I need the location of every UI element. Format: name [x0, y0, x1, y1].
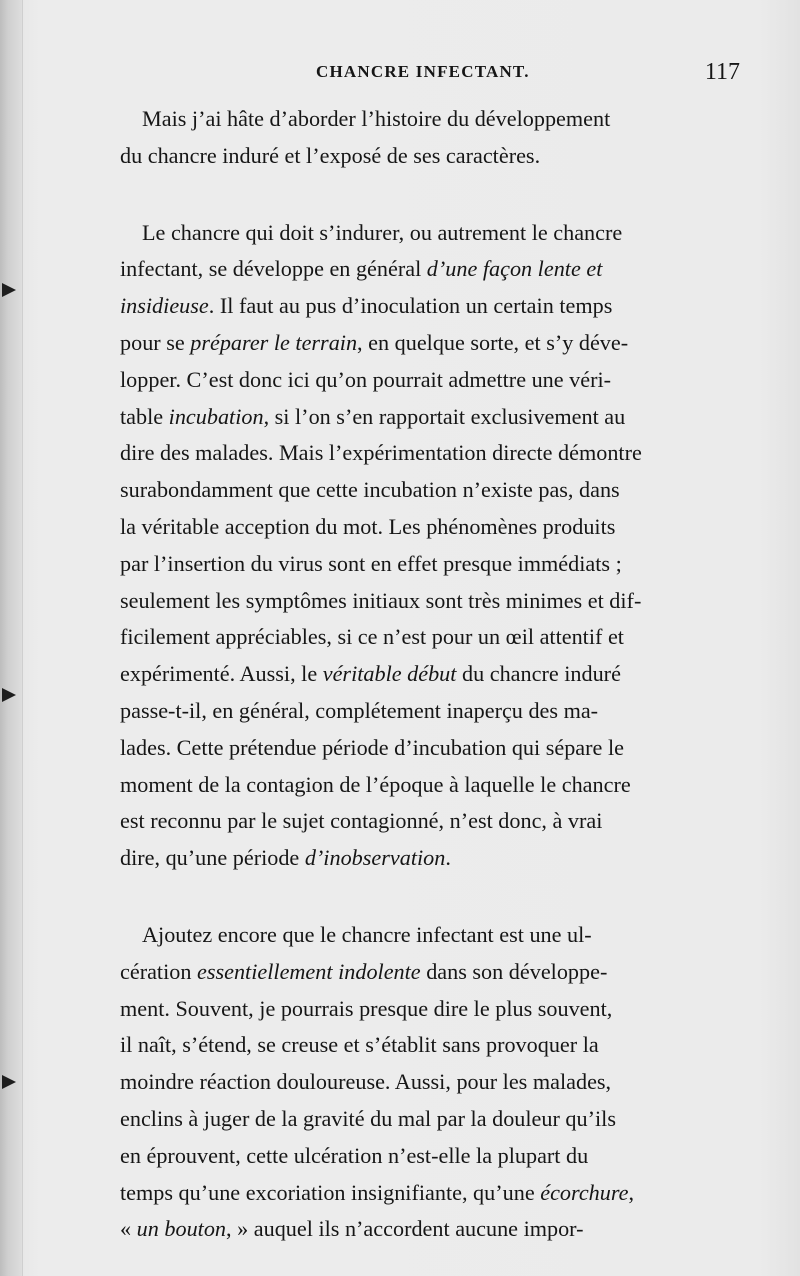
- text-run: par l’insertion du virus sont en effet presque immédiats ;: [120, 550, 622, 576]
- body-text: [120, 101, 766, 1248]
- text-run: Ajoutez encore que le chancre infectant est une ul-: [142, 921, 592, 947]
- text-run: passe-t-il, en général, complétement inaperçu des ma-: [120, 697, 599, 723]
- text-run: cération: [120, 958, 197, 984]
- text-run: la véritable acception du mot. Les phénomènes produits: [120, 513, 616, 539]
- text-run: Le chancre qui doit s’indurer, ou autrement le chancre: [142, 219, 623, 245]
- text-run: , si l’on s’en rapportait exclusivement au: [263, 403, 626, 429]
- text-run: dire des malades. Mais l’expérimentation directe démontre: [120, 440, 642, 466]
- italic-text: insidieuse: [120, 293, 209, 319]
- italic-text: écorchure: [540, 1179, 629, 1205]
- italic-text: un bouton: [136, 1216, 227, 1242]
- page-header: [120, 59, 760, 94]
- text-run: . Il faut au pus d’inoculation un certain temps: [208, 293, 613, 319]
- text-run: ficilement appréciables, si ce n’est pour un œil attentif et: [120, 624, 624, 650]
- text-run: en éprouvent, cette ulcération n’est-elle la plupart du: [120, 1142, 589, 1168]
- italic-text: d’une façon lente et: [426, 256, 603, 282]
- text-run: moindre réaction douloureuse. Aussi, pour les malades,: [120, 1069, 612, 1095]
- text-run: Mais j’ai hâte d’aborder l’histoire du développement: [142, 106, 611, 131]
- text-run: surabondamment que cette incubation n’existe pas, dans: [120, 477, 620, 503]
- text-run: dire, qu’une période: [120, 845, 305, 871]
- text-run: temps qu’une excoriation insignifiante, qu’une: [120, 1179, 541, 1205]
- italic-text: d’inobservation: [304, 845, 446, 871]
- text-run: dans son développe-: [420, 958, 608, 984]
- text-run: lades. Cette prétendue période d’incubation qui sépare le: [120, 734, 624, 760]
- paragraph-2: [120, 215, 766, 877]
- italic-text: incubation: [168, 403, 264, 429]
- text-run: moment de la contagion de l’époque à laquelle le chancre: [120, 771, 631, 797]
- text-run: lopper. C’est donc ici qu’on pourrait admettre une véri-: [120, 366, 612, 392]
- margin-arrow-icon: [2, 1075, 16, 1089]
- running-title: CHANCRE INFECTANT.: [316, 62, 530, 81]
- text-run: ,: [628, 1179, 635, 1205]
- text-run: est reconnu par le sujet contagionné, n’est donc, à vrai: [120, 808, 603, 834]
- italic-text: essentiellement indolente: [197, 958, 421, 984]
- text-run: , en quelque sorte, et s’y déve-: [357, 329, 629, 355]
- margin-arrow-icon: [2, 283, 16, 297]
- page-number: 117: [704, 59, 740, 85]
- text-run: expérimenté. Aussi, le: [120, 661, 323, 687]
- page-gutter: [0, 0, 23, 1276]
- text-run: «: [120, 1216, 137, 1242]
- text-run: .: [445, 845, 451, 871]
- text-run: enclins à juger de la gravité du mal par la douleur qu’ils: [120, 1105, 616, 1131]
- text-run: pour se: [120, 329, 191, 355]
- paragraph-1: [120, 101, 766, 175]
- text-run: ment. Souvent, je pourrais presque dire le plus souvent,: [120, 995, 613, 1021]
- text-run: , » auquel ils n’accordent aucune impor-: [226, 1216, 584, 1242]
- text-run: table: [120, 403, 169, 429]
- paragraph-3: [120, 917, 766, 1248]
- text-run: du chancre induré: [456, 661, 621, 687]
- margin-arrow-icon: [2, 688, 16, 702]
- italic-text: véritable début: [322, 661, 457, 687]
- text-run: du chancre induré et l’exposé de ses caractères.: [120, 142, 541, 168]
- text-run: seulement les symptômes initiaux sont très minimes et dif-: [120, 587, 642, 613]
- text-run: infectant, se développe en général: [120, 256, 427, 282]
- text-run: il naît, s’étend, se creuse et s’établit sans provoquer la: [120, 1032, 599, 1058]
- italic-text: préparer le terrain: [190, 329, 358, 355]
